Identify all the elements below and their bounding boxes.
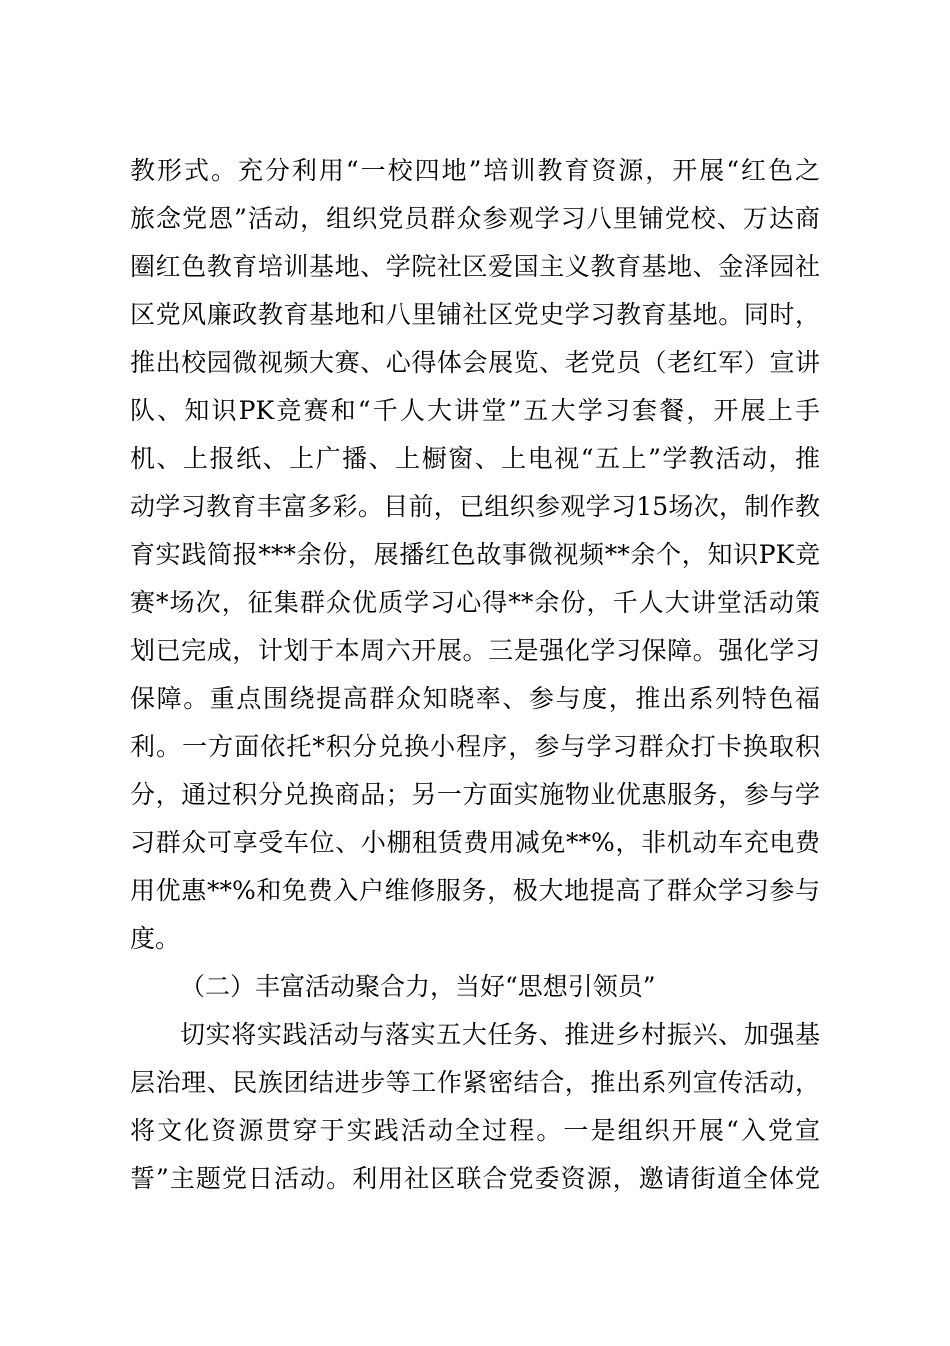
paragraph1-line-13: 利。一方面依托*积分兑换小程序，参与学习群众打卡换取积 <box>130 732 820 761</box>
paragraph1-line-10: 赛*场次，征集群众优质学习心得**余份，千人大讲堂活动策 <box>130 588 820 617</box>
paragraph1-line-9: 育实践简报***余份，展播红色故事微视频**余个，知识PK竞 <box>130 540 820 569</box>
paragraph1-line-1: 教形式。充分利用“一校四地”培训教育资源，开展“红色之 <box>130 156 820 185</box>
paragraph1-line-7: 机、上报纸、上广播、上橱窗、上电视“五上”学教活动，推 <box>130 444 820 473</box>
paragraph1-line-17: 度。 <box>130 924 181 953</box>
paragraph2-line-4: 誓”主题党日活动。利用社区联合党委资源，邀请街道全体党 <box>130 1164 820 1193</box>
paragraph1-line-12: 保障。重点围绕提高群众知晓率、参与度，推出系列特色福 <box>130 684 820 713</box>
paragraph1-line-6: 队、知识PK竞赛和“千人大讲堂”五大学习套餐，开展上手 <box>130 396 820 425</box>
paragraph2-line-1: 切实将实践活动与落实五大任务、推进乡村振兴、加强基 <box>180 1020 820 1049</box>
paragraph1-line-11: 划已完成，计划于本周六开展。三是强化学习保障。强化学习 <box>130 636 820 665</box>
section-heading: （二）丰富活动聚合力，当好“思想引领员” <box>180 972 656 1001</box>
paragraph1-line-5: 推出校园微视频大赛、心得体会展览、老党员（老红军）宣讲 <box>130 348 820 377</box>
paragraph1-line-4: 区党风廉政教育基地和八里铺社区党史学习教育基地。同时， <box>130 300 820 329</box>
paragraph1-line-15: 习群众可享受车位、小棚租赁费用减免**%，非机动车充电费 <box>130 828 820 857</box>
paragraph1-line-16: 用优惠**%和免费入户维修服务，极大地提高了群众学习参与 <box>130 876 820 905</box>
paragraph1-line-14: 分，通过积分兑换商品；另一方面实施物业优惠服务，参与学 <box>130 780 820 809</box>
paragraph1-line-2: 旅念党恩”活动，组织党员群众参观学习八里铺党校、万达商 <box>130 204 820 233</box>
paragraph2-line-3: 将文化资源贯穿于实践活动全过程。一是组织开展“入党宣 <box>130 1116 820 1145</box>
paragraph1-line-8: 动学习教育丰富多彩。目前，已组织参观学习15场次，制作教 <box>130 492 820 521</box>
paragraph2-line-2: 层治理、民族团结进步等工作紧密结合，推出系列宣传活动， <box>130 1068 820 1097</box>
paragraph1-line-3: 圈红色教育培训基地、学院社区爱国主义教育基地、金泽园社 <box>130 252 820 281</box>
